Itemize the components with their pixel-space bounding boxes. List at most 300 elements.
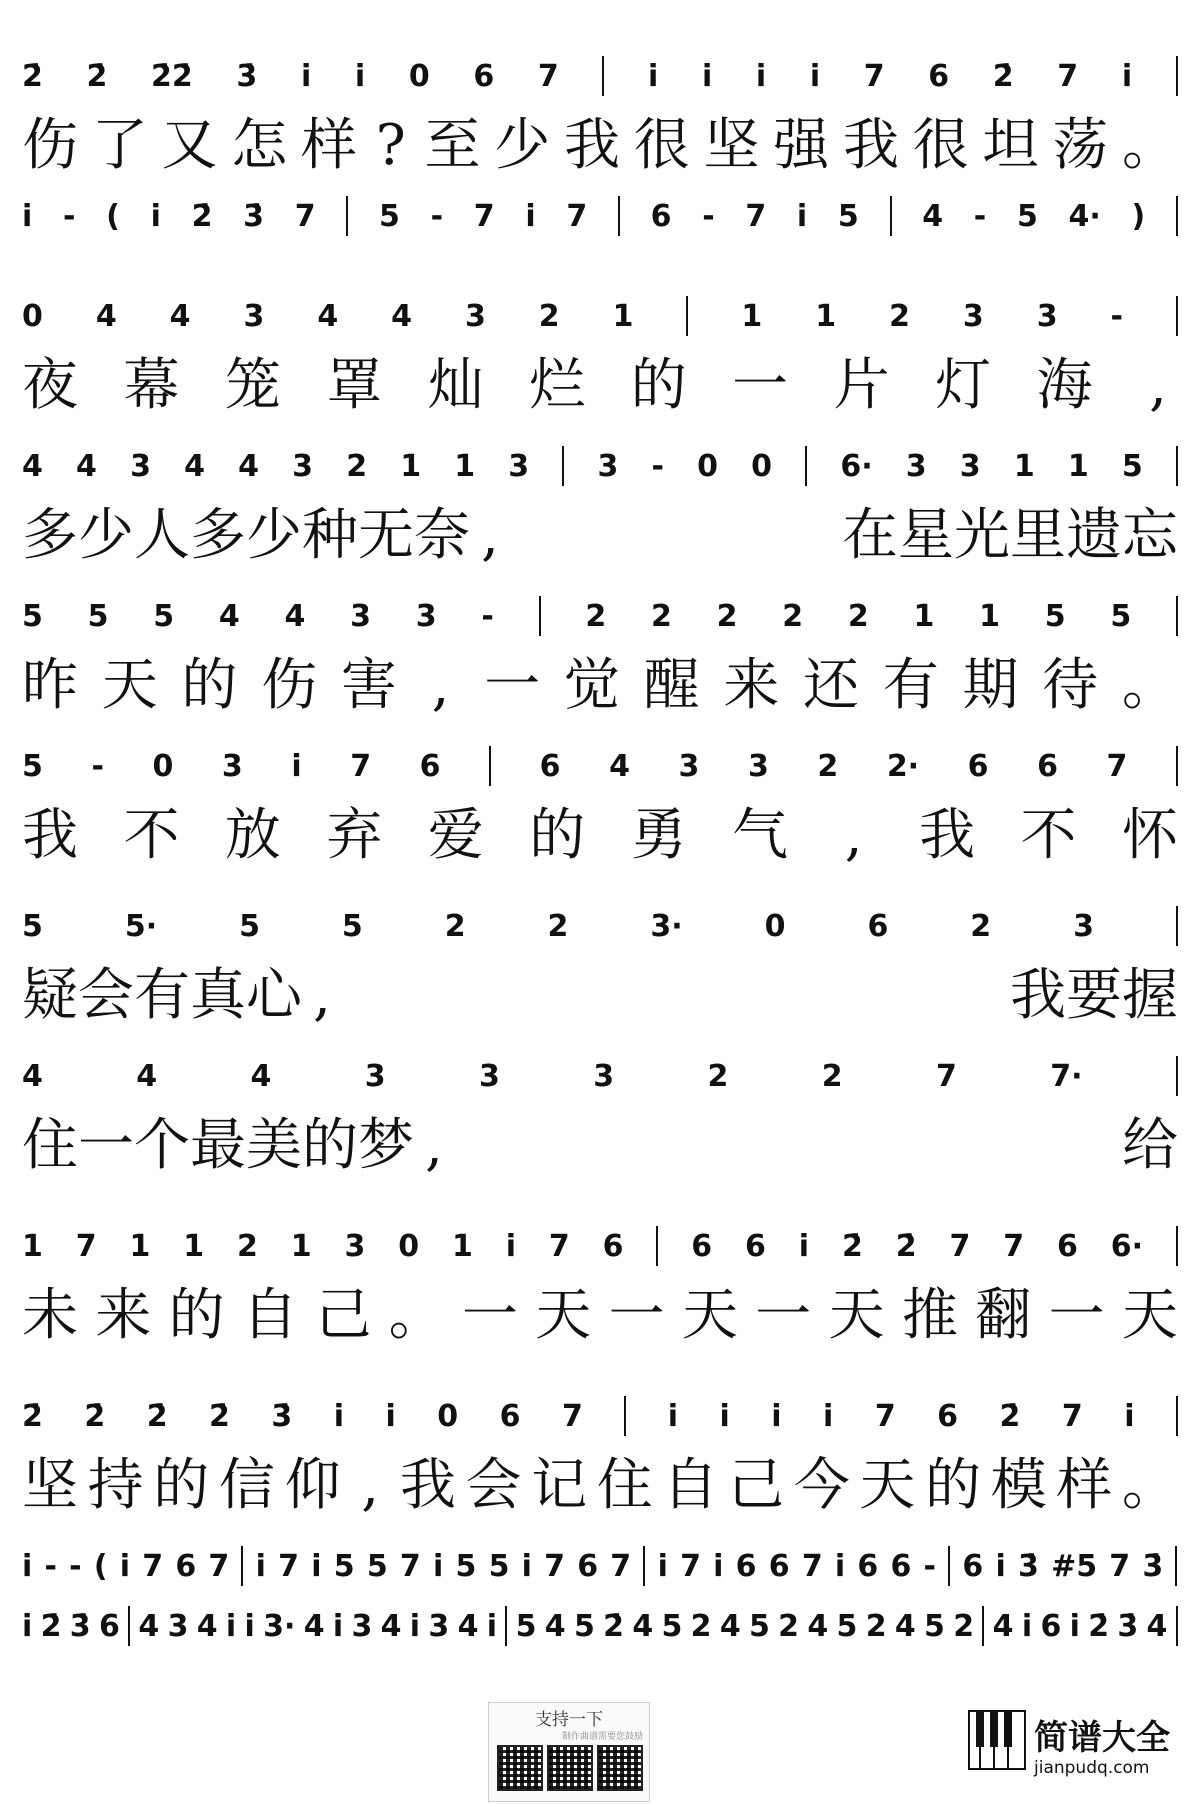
barline bbox=[1176, 1226, 1178, 1266]
note-token: 3 bbox=[221, 748, 243, 784]
note-token: 5 bbox=[341, 908, 363, 944]
lyric-char: 天 bbox=[101, 653, 158, 718]
note-token: - bbox=[481, 598, 494, 634]
lyric-char: 记 bbox=[531, 1453, 588, 1518]
barline bbox=[505, 1606, 507, 1646]
lyric-char: 勇 bbox=[630, 803, 687, 868]
note-token: 1 bbox=[454, 448, 476, 484]
lyric-char: 在 bbox=[842, 503, 898, 568]
note-token: i bbox=[22, 1548, 33, 1584]
note-token: - bbox=[44, 1548, 57, 1584]
lyric-char: 天 bbox=[828, 1283, 885, 1348]
lyric-char: 爱 bbox=[427, 803, 484, 868]
lyric-char: 少 bbox=[78, 503, 134, 568]
note-token: 0 bbox=[751, 448, 773, 484]
note-token: 0 bbox=[408, 58, 430, 94]
barline bbox=[562, 446, 564, 486]
barline bbox=[602, 56, 604, 96]
lyric-char: 坦 bbox=[982, 113, 1039, 178]
lyric-char: 一 bbox=[484, 653, 541, 718]
note-token: 5 bbox=[749, 1608, 770, 1644]
note-token: 3 bbox=[243, 298, 265, 334]
lyric-char: 幕 bbox=[123, 353, 180, 418]
barline bbox=[346, 196, 348, 236]
barline bbox=[241, 1546, 243, 1586]
note-token: 7 bbox=[561, 1398, 583, 1434]
lyric-char: 有 bbox=[134, 963, 190, 1028]
note-token: 1 bbox=[741, 298, 763, 334]
note-token: 3 bbox=[479, 1058, 500, 1094]
note-token: 6 bbox=[419, 748, 441, 784]
lyric-char: 天 bbox=[681, 1283, 738, 1348]
note-token: 2̇ bbox=[22, 1398, 43, 1434]
note-token: i bbox=[150, 198, 161, 234]
barline bbox=[686, 296, 688, 336]
lyric-char: 一 bbox=[1048, 1283, 1105, 1348]
note-token: 3̇ bbox=[69, 1608, 91, 1644]
notation-line bbox=[22, 1056, 1178, 1096]
note-token: i bbox=[823, 1398, 834, 1434]
lyric-char: 放 bbox=[224, 803, 281, 868]
note-token: 1 bbox=[400, 448, 422, 484]
note-token: 6 bbox=[539, 748, 561, 784]
note-token: 5 bbox=[924, 1608, 945, 1644]
note-token: i bbox=[22, 1608, 33, 1644]
note-token: 6 bbox=[175, 1548, 197, 1584]
lyric-char: 忘 bbox=[1122, 503, 1178, 568]
note-token: 4 bbox=[138, 1608, 160, 1644]
note-token: 7 bbox=[745, 198, 767, 234]
note-token: 4 bbox=[238, 448, 259, 484]
note-token: 2 bbox=[865, 1608, 887, 1644]
note-token: 7 bbox=[350, 748, 372, 784]
note-token: ) bbox=[1131, 198, 1146, 234]
barline bbox=[1176, 906, 1178, 946]
note-token: i bbox=[505, 1228, 517, 1264]
note-token: 6 bbox=[1056, 1228, 1078, 1264]
note-token: i bbox=[796, 198, 808, 234]
support-card bbox=[488, 1702, 650, 1802]
note-token: 4 bbox=[391, 298, 413, 334]
note-token: 6 bbox=[650, 198, 672, 234]
note-token: 2 bbox=[782, 598, 804, 634]
lyric-char: 强 bbox=[773, 113, 830, 178]
lyric-char: 自 bbox=[241, 1283, 298, 1348]
lyric-char: 的 bbox=[168, 1283, 225, 1348]
lyric-char: 弃 bbox=[326, 803, 383, 868]
note-token: - bbox=[651, 448, 664, 484]
note-token: 5· bbox=[124, 908, 158, 944]
note-token: i bbox=[755, 58, 767, 94]
lyric-char: 来 bbox=[723, 653, 780, 718]
lyric-char: 期 bbox=[962, 653, 1019, 718]
note-token: i bbox=[525, 198, 536, 234]
barline bbox=[1176, 56, 1178, 96]
note-token: 3̇ bbox=[271, 1398, 293, 1434]
note-token: 7 bbox=[801, 1548, 823, 1584]
note-token: 7 bbox=[566, 198, 588, 234]
logo-text: 简谱大全 bbox=[1034, 1718, 1170, 1758]
note-token: 3 bbox=[962, 298, 984, 334]
lyric-char: 夜 bbox=[22, 353, 78, 418]
note-token: 1 bbox=[1067, 448, 1089, 484]
notation-line bbox=[22, 196, 1178, 236]
note-token: 3 bbox=[130, 448, 151, 484]
qr-code-icon bbox=[497, 1745, 543, 1791]
note-token: 5 bbox=[333, 1548, 355, 1584]
footer bbox=[0, 1690, 1200, 1804]
note-token: 4 bbox=[76, 448, 97, 484]
note-token: 7 bbox=[1109, 1548, 1131, 1584]
note-token: 7 bbox=[537, 58, 559, 94]
lyric-char: 的 bbox=[630, 353, 687, 418]
note-token: 2̇ bbox=[146, 1398, 168, 1434]
lyric-char: 怀 bbox=[1121, 803, 1178, 868]
note-token: - bbox=[91, 748, 104, 784]
lyric-char: 很 bbox=[633, 113, 690, 178]
barline bbox=[539, 596, 541, 636]
note-token: 2̇ bbox=[209, 1398, 230, 1434]
note-token: 2̇ bbox=[22, 58, 43, 94]
lyric-char: 的 bbox=[529, 803, 586, 868]
lyric-char: 少 bbox=[494, 113, 551, 178]
lyric-char: 的 bbox=[302, 1113, 358, 1178]
lyric-char: 多 bbox=[190, 503, 246, 568]
lyric-char: 。 bbox=[1122, 113, 1178, 178]
note-token: 4 bbox=[136, 1058, 158, 1094]
note-token: 4 bbox=[22, 1058, 43, 1094]
lyric-char: 持 bbox=[87, 1453, 144, 1518]
notation-line bbox=[22, 1396, 1178, 1436]
logo-url: jianpudq.com bbox=[1034, 1758, 1150, 1778]
note-token: 6 bbox=[602, 1228, 624, 1264]
lyric-char: 我 bbox=[843, 113, 899, 178]
lyric-char: 天 bbox=[535, 1283, 592, 1348]
note-token: i bbox=[834, 1548, 846, 1584]
note-token: 3 bbox=[167, 1608, 189, 1644]
lyric-char: 个 bbox=[134, 1113, 190, 1178]
lyric-char: , bbox=[425, 1113, 443, 1178]
notation-line bbox=[22, 56, 1178, 96]
lyric-char: 的 bbox=[924, 1453, 981, 1518]
note-token: 5 bbox=[22, 748, 43, 784]
note-token: 2 bbox=[817, 748, 839, 784]
lyric-char: 给 bbox=[1122, 1113, 1178, 1178]
lyric-char: 很 bbox=[912, 113, 969, 178]
note-token: 3 bbox=[344, 1228, 366, 1264]
lyric-char: 多 bbox=[22, 503, 78, 568]
note-token: i bbox=[713, 1548, 724, 1584]
note-token: 2 bbox=[889, 298, 910, 334]
barline bbox=[1176, 746, 1178, 786]
barline bbox=[624, 1396, 626, 1436]
note-token: 0 bbox=[152, 748, 174, 784]
note-token: 6 bbox=[937, 1398, 959, 1434]
lyric-char: 。 bbox=[1121, 653, 1178, 718]
note-token: 7 bbox=[399, 1548, 421, 1584]
barline bbox=[982, 1606, 984, 1646]
barline bbox=[643, 1546, 645, 1586]
note-token: ( bbox=[93, 1548, 108, 1584]
lyric-char: 自 bbox=[662, 1453, 719, 1518]
note-token: 7 bbox=[548, 1228, 570, 1264]
note-token: 7 bbox=[874, 1398, 896, 1434]
lyric-char: 我 bbox=[919, 803, 976, 868]
lyric-char: 最 bbox=[190, 1113, 246, 1178]
note-token: 1 bbox=[1013, 448, 1035, 484]
note-token: i bbox=[1124, 1398, 1135, 1434]
note-token: i bbox=[486, 1608, 498, 1644]
lyric-char: , bbox=[313, 963, 331, 1028]
note-token: 2̇ bbox=[603, 1608, 625, 1644]
lyric-char: 海 bbox=[1036, 353, 1093, 418]
note-token: 2 bbox=[953, 1608, 975, 1644]
note-token: 6 bbox=[890, 1548, 912, 1584]
lyric-char: 坚 bbox=[703, 113, 760, 178]
support-note: 制作曲谱需要您鼓励 bbox=[561, 1732, 643, 1742]
note-token: 1 bbox=[979, 598, 1000, 634]
note-token: 1 bbox=[22, 1228, 43, 1264]
lyric-char: 疑 bbox=[22, 963, 78, 1028]
note-token: 2· bbox=[886, 748, 920, 784]
note-token: 4 bbox=[284, 598, 306, 634]
barline bbox=[656, 1226, 658, 1266]
notation-line bbox=[22, 1226, 1178, 1266]
note-token: 3· bbox=[650, 908, 683, 944]
note-token: 7 bbox=[680, 1548, 701, 1584]
note-token: 5 bbox=[837, 198, 859, 234]
note-token: i bbox=[332, 1608, 344, 1644]
lyric-char: 。 bbox=[1121, 1453, 1178, 1518]
lyric-char: 的 bbox=[181, 653, 238, 718]
note-token: 2 bbox=[444, 908, 466, 944]
barline bbox=[1176, 196, 1178, 236]
barline bbox=[489, 746, 491, 786]
lyric-char: 灯 bbox=[935, 353, 992, 418]
note-token: - bbox=[923, 1548, 936, 1584]
note-token: 3 bbox=[428, 1608, 450, 1644]
note-token: 7 bbox=[863, 58, 885, 94]
lyric-char: 。 bbox=[388, 1283, 445, 1348]
note-token: 7 bbox=[294, 198, 316, 234]
lyric-char: 会 bbox=[465, 1453, 522, 1518]
support-title: 支持一下 bbox=[535, 1710, 603, 1730]
note-token: 5 bbox=[836, 1608, 858, 1644]
note-token: 2 bbox=[547, 908, 569, 944]
lyric-char: 住 bbox=[22, 1113, 78, 1178]
barline bbox=[1176, 446, 1178, 486]
note-token: 4 bbox=[184, 448, 205, 484]
note-token: i bbox=[409, 1608, 421, 1644]
note-token: i bbox=[1021, 1608, 1033, 1644]
note-token: i bbox=[995, 1548, 1006, 1584]
note-token: i bbox=[225, 1608, 237, 1644]
note-token: 4 bbox=[303, 1608, 325, 1644]
note-token: 7· bbox=[1050, 1058, 1083, 1094]
note-token: - bbox=[69, 1548, 82, 1584]
note-token: 7 bbox=[949, 1228, 971, 1264]
note-token: 6 bbox=[577, 1548, 599, 1584]
lyric-char: 醒 bbox=[643, 653, 700, 718]
lyric-char: 己 bbox=[315, 1283, 372, 1348]
lyric-char: 我 bbox=[1010, 963, 1066, 1028]
lyric-char: 一 bbox=[78, 1113, 134, 1178]
note-token: 4 bbox=[922, 198, 944, 234]
lyric-char: 星 bbox=[898, 503, 954, 568]
lyric-char: 不 bbox=[123, 803, 180, 868]
note-token: 1 bbox=[913, 598, 935, 634]
barline bbox=[948, 1546, 950, 1586]
notation-line bbox=[22, 446, 1178, 486]
lyric-char: 样 bbox=[301, 113, 357, 178]
note-token: i bbox=[798, 1228, 810, 1264]
lyric-char: 待 bbox=[1042, 653, 1099, 718]
barline bbox=[1175, 1546, 1177, 1586]
notation-line bbox=[22, 596, 1178, 636]
note-token: 5 bbox=[661, 1608, 683, 1644]
lyric-char: 一 bbox=[732, 353, 789, 418]
note-token: 3· bbox=[263, 1608, 296, 1644]
qr-code-icon bbox=[547, 1745, 593, 1791]
note-token: - bbox=[1110, 298, 1123, 334]
note-token: 7 bbox=[1057, 58, 1079, 94]
note-token: 4 bbox=[632, 1608, 654, 1644]
note-token: 3 bbox=[747, 748, 769, 784]
note-token: i bbox=[354, 58, 366, 94]
note-token: 2 bbox=[970, 908, 992, 944]
lyric-char: 翻 bbox=[975, 1283, 1032, 1348]
note-token: 3̇ bbox=[1117, 1608, 1139, 1644]
notation-line bbox=[22, 1606, 1178, 1646]
note-token: 4 bbox=[317, 298, 339, 334]
note-token: 7 bbox=[75, 1228, 97, 1264]
note-token: 2̇ bbox=[992, 58, 1014, 94]
note-token: - bbox=[63, 198, 76, 234]
barline bbox=[1176, 1606, 1178, 1646]
note-token: i bbox=[119, 1548, 131, 1584]
note-token: 5 bbox=[366, 1548, 388, 1584]
barline bbox=[890, 196, 892, 236]
note-token: 6 bbox=[691, 1228, 713, 1264]
lyric-char: 样 bbox=[1056, 1453, 1113, 1518]
lyric-char: ? bbox=[375, 113, 406, 178]
note-token: 0 bbox=[22, 298, 43, 334]
note-token: #5 bbox=[1051, 1548, 1098, 1584]
note-token: 6 bbox=[928, 58, 950, 94]
note-token: 5 bbox=[22, 598, 43, 634]
note-token: 5 bbox=[153, 598, 175, 634]
note-token: 3 bbox=[1073, 908, 1094, 944]
note-token: 5 bbox=[379, 198, 400, 234]
lyric-char: 己 bbox=[728, 1453, 785, 1518]
note-token: 3 bbox=[292, 448, 314, 484]
lyric-char: 了 bbox=[91, 113, 148, 178]
lyric-line bbox=[22, 650, 1178, 722]
barline bbox=[1176, 1056, 1178, 1096]
note-token: 5 bbox=[515, 1608, 537, 1644]
note-token: 4 bbox=[544, 1608, 566, 1644]
note-token: 2̇ bbox=[841, 1228, 863, 1264]
note-token: 3 bbox=[464, 298, 486, 334]
note-token: 3 bbox=[351, 1608, 373, 1644]
note-token: 5 bbox=[1121, 448, 1143, 484]
note-token: 3 bbox=[364, 1058, 386, 1094]
note-token: 5 bbox=[1016, 198, 1038, 234]
note-token: 2 bbox=[538, 298, 560, 334]
lyric-char: 天 bbox=[859, 1453, 916, 1518]
note-token: 5 bbox=[1110, 598, 1132, 634]
note-token: i bbox=[255, 1548, 266, 1584]
lyric-char: 害 bbox=[340, 653, 397, 718]
barline bbox=[805, 446, 807, 486]
note-token: 5 bbox=[239, 908, 260, 944]
lyric-char: 未 bbox=[22, 1283, 78, 1348]
lyric-char: 我 bbox=[399, 1453, 456, 1518]
note-token: i bbox=[291, 748, 302, 784]
note-token: i bbox=[719, 1398, 730, 1434]
note-token: 1 bbox=[183, 1228, 205, 1264]
note-token: i bbox=[385, 1398, 396, 1434]
note-token: 5 bbox=[1044, 598, 1066, 634]
lyric-char: 光 bbox=[954, 503, 1010, 568]
note-token: 2 bbox=[821, 1058, 843, 1094]
note-token: 2 bbox=[690, 1608, 712, 1644]
note-token: 6· bbox=[840, 448, 873, 484]
lyric-char: 人 bbox=[134, 503, 190, 568]
note-token: i bbox=[701, 58, 713, 94]
lyric-char: 我 bbox=[564, 113, 620, 178]
lyric-char: 模 bbox=[990, 1453, 1047, 1518]
note-token: 3 bbox=[350, 598, 371, 634]
note-token: 5 bbox=[488, 1548, 510, 1584]
barline bbox=[1176, 1396, 1178, 1436]
lyric-char: 梦 bbox=[358, 1113, 414, 1178]
lyric-char: 觉 bbox=[563, 653, 620, 718]
note-token: 4 bbox=[169, 298, 191, 334]
lyric-char: 推 bbox=[901, 1283, 958, 1348]
piano-keys-icon bbox=[968, 1710, 1026, 1770]
lyric-char: 一 bbox=[461, 1283, 518, 1348]
note-token: 1 bbox=[815, 298, 837, 334]
lyric-char: 伤 bbox=[22, 113, 78, 178]
lyric-char: 片 bbox=[833, 353, 890, 418]
note-token: 2̇2̇ bbox=[151, 58, 193, 94]
lyric-line bbox=[22, 350, 1178, 422]
note-token: 3 bbox=[415, 598, 437, 634]
lyric-char: 奈 bbox=[414, 503, 470, 568]
notation-line bbox=[22, 296, 1178, 336]
lyric-char: 灿 bbox=[427, 353, 484, 418]
lyric-line bbox=[22, 1450, 1178, 1522]
lyric-char: 伤 bbox=[261, 653, 318, 718]
note-token: 7 bbox=[278, 1548, 300, 1584]
lyric-char: , bbox=[481, 503, 499, 568]
note-token: 1 bbox=[129, 1228, 151, 1264]
lyric-char: 心 bbox=[246, 963, 302, 1028]
lyric-char: 我 bbox=[22, 803, 78, 868]
note-token: 3̇ bbox=[236, 58, 258, 94]
note-token: 7 bbox=[936, 1058, 957, 1094]
note-token: 0 bbox=[764, 908, 786, 944]
note-token: 7 bbox=[473, 198, 495, 234]
note-token: 4 bbox=[719, 1608, 741, 1644]
note-token: 2̇ bbox=[999, 1398, 1021, 1434]
note-token: 4 bbox=[807, 1608, 829, 1644]
note-token: 7 bbox=[208, 1548, 230, 1584]
lyric-line bbox=[22, 500, 1178, 572]
note-token: 5 bbox=[87, 598, 109, 634]
note-token: 4 bbox=[22, 448, 43, 484]
